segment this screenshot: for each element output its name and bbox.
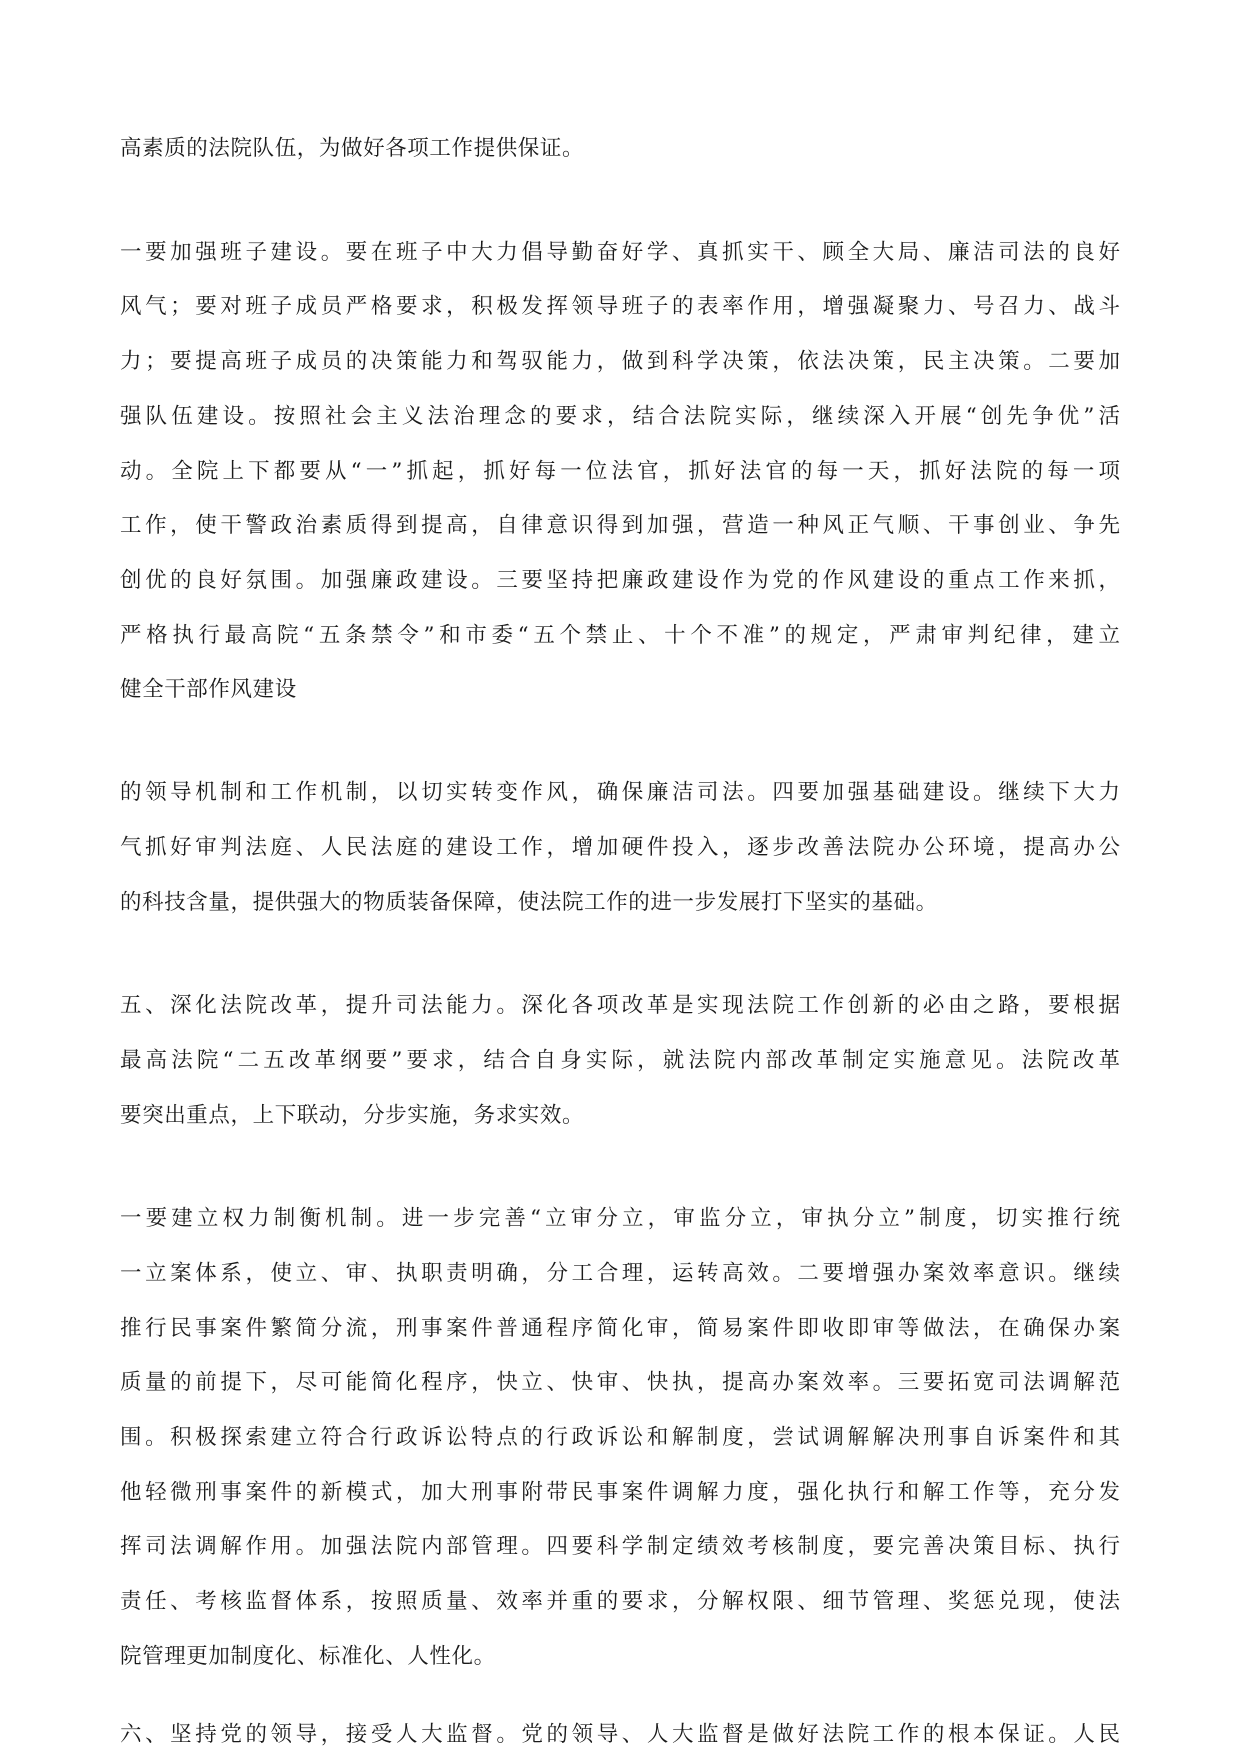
text-line: 围。积极探索建立符合行政诉讼特点的行政诉讼和解制度，尝试调解解决刑事自诉案件和其 — [120, 1425, 1120, 1450]
text-line: 健全干部作风建设 — [120, 677, 297, 702]
text-line: 一要加强班子建设。要在班子中大力倡导勤奋好学、真抓实干、顾全大局、廉洁司法的良好 — [120, 240, 1120, 265]
text-line: 的科技含量，提供强大的物质装备保障，使法院工作的进一步发展打下坚实的基础。 — [120, 890, 938, 915]
text-line: 动。全院上下都要从“一”抓起，抓好每一位法官，抓好法官的每一天，抓好法院的每一项 — [120, 459, 1120, 484]
text-line: 五、深化法院改革，提升司法能力。深化各项改革是实现法院工作创新的必由之路，要根据 — [120, 993, 1120, 1018]
text-line: 六、坚持党的领导，接受人大监督。党的领导、人大监督是做好法院工作的根本保证。人民 — [120, 1722, 1120, 1747]
text-line: 气抓好审判法庭、人民法庭的建设工作，增加硬件投入，逐步改善法院办公环境，提高办公 — [120, 835, 1120, 860]
text-line: 力；要提高班子成员的决策能力和驾驭能力，做到科学决策，依法决策，民主决策。二要加 — [120, 349, 1120, 374]
text-line: 推行民事案件繁简分流，刑事案件普通程序简化审，简易案件即收即审等做法，在确保办案 — [120, 1316, 1120, 1341]
text-line: 风气；要对班子成员严格要求，积极发挥领导班子的表率作用，增强凝聚力、号召力、战斗 — [120, 294, 1120, 319]
text-line: 高素质的法院队伍，为做好各项工作提供保证。 — [120, 136, 585, 161]
text-line: 挥司法调解作用。加强法院内部管理。四要科学制定绩效考核制度，要完善决策目标、执行 — [120, 1534, 1120, 1559]
text-line: 创优的良好氛围。加强廉政建设。三要坚持把廉政建设作为党的作风建设的重点工作来抓， — [120, 568, 1120, 593]
text-line: 质量的前提下，尽可能简化程序，快立、快审、快执，提高办案效率。三要拓宽司法调解范 — [120, 1370, 1120, 1395]
text-line: 强队伍建设。按照社会主义法治理念的要求，结合法院实际，继续深入开展“创先争优”活 — [120, 404, 1120, 429]
text-line: 一立案体系，使立、审、执职责明确，分工合理，运转高效。二要增强办案效率意识。继续 — [120, 1261, 1120, 1286]
text-line: 严格执行最高院“五条禁令”和市委“五个禁止、十个不准”的规定，严肃审判纪律，建立 — [120, 623, 1120, 648]
text-line: 他轻微刑事案件的新模式，加大刑事附带民事案件调解力度，强化执行和解工作等，充分发 — [120, 1480, 1120, 1505]
text-line: 的领导机制和工作机制，以切实转变作风，确保廉洁司法。四要加强基础建设。继续下大力 — [120, 780, 1120, 805]
text-line: 院管理更加制度化、标准化、人性化。 — [120, 1644, 496, 1669]
text-line: 工作，使干警政治素质得到提高，自律意识得到加强，营造一种风正气顺、干事创业、争先 — [120, 513, 1120, 538]
text-line: 最高法院“二五改革纲要”要求，结合自身实际，就法院内部改革制定实施意见。法院改革 — [120, 1048, 1120, 1073]
text-line: 责任、考核监督体系，按照质量、效率并重的要求，分解权限、细节管理、奖惩兑现，使法 — [120, 1589, 1120, 1614]
text-line: 要突出重点，上下联动，分步实施，务求实效。 — [120, 1103, 585, 1128]
text-line: 一要建立权力制衡机制。进一步完善“立审分立，审监分立，审执分立”制度，切实推行统 — [120, 1206, 1120, 1231]
